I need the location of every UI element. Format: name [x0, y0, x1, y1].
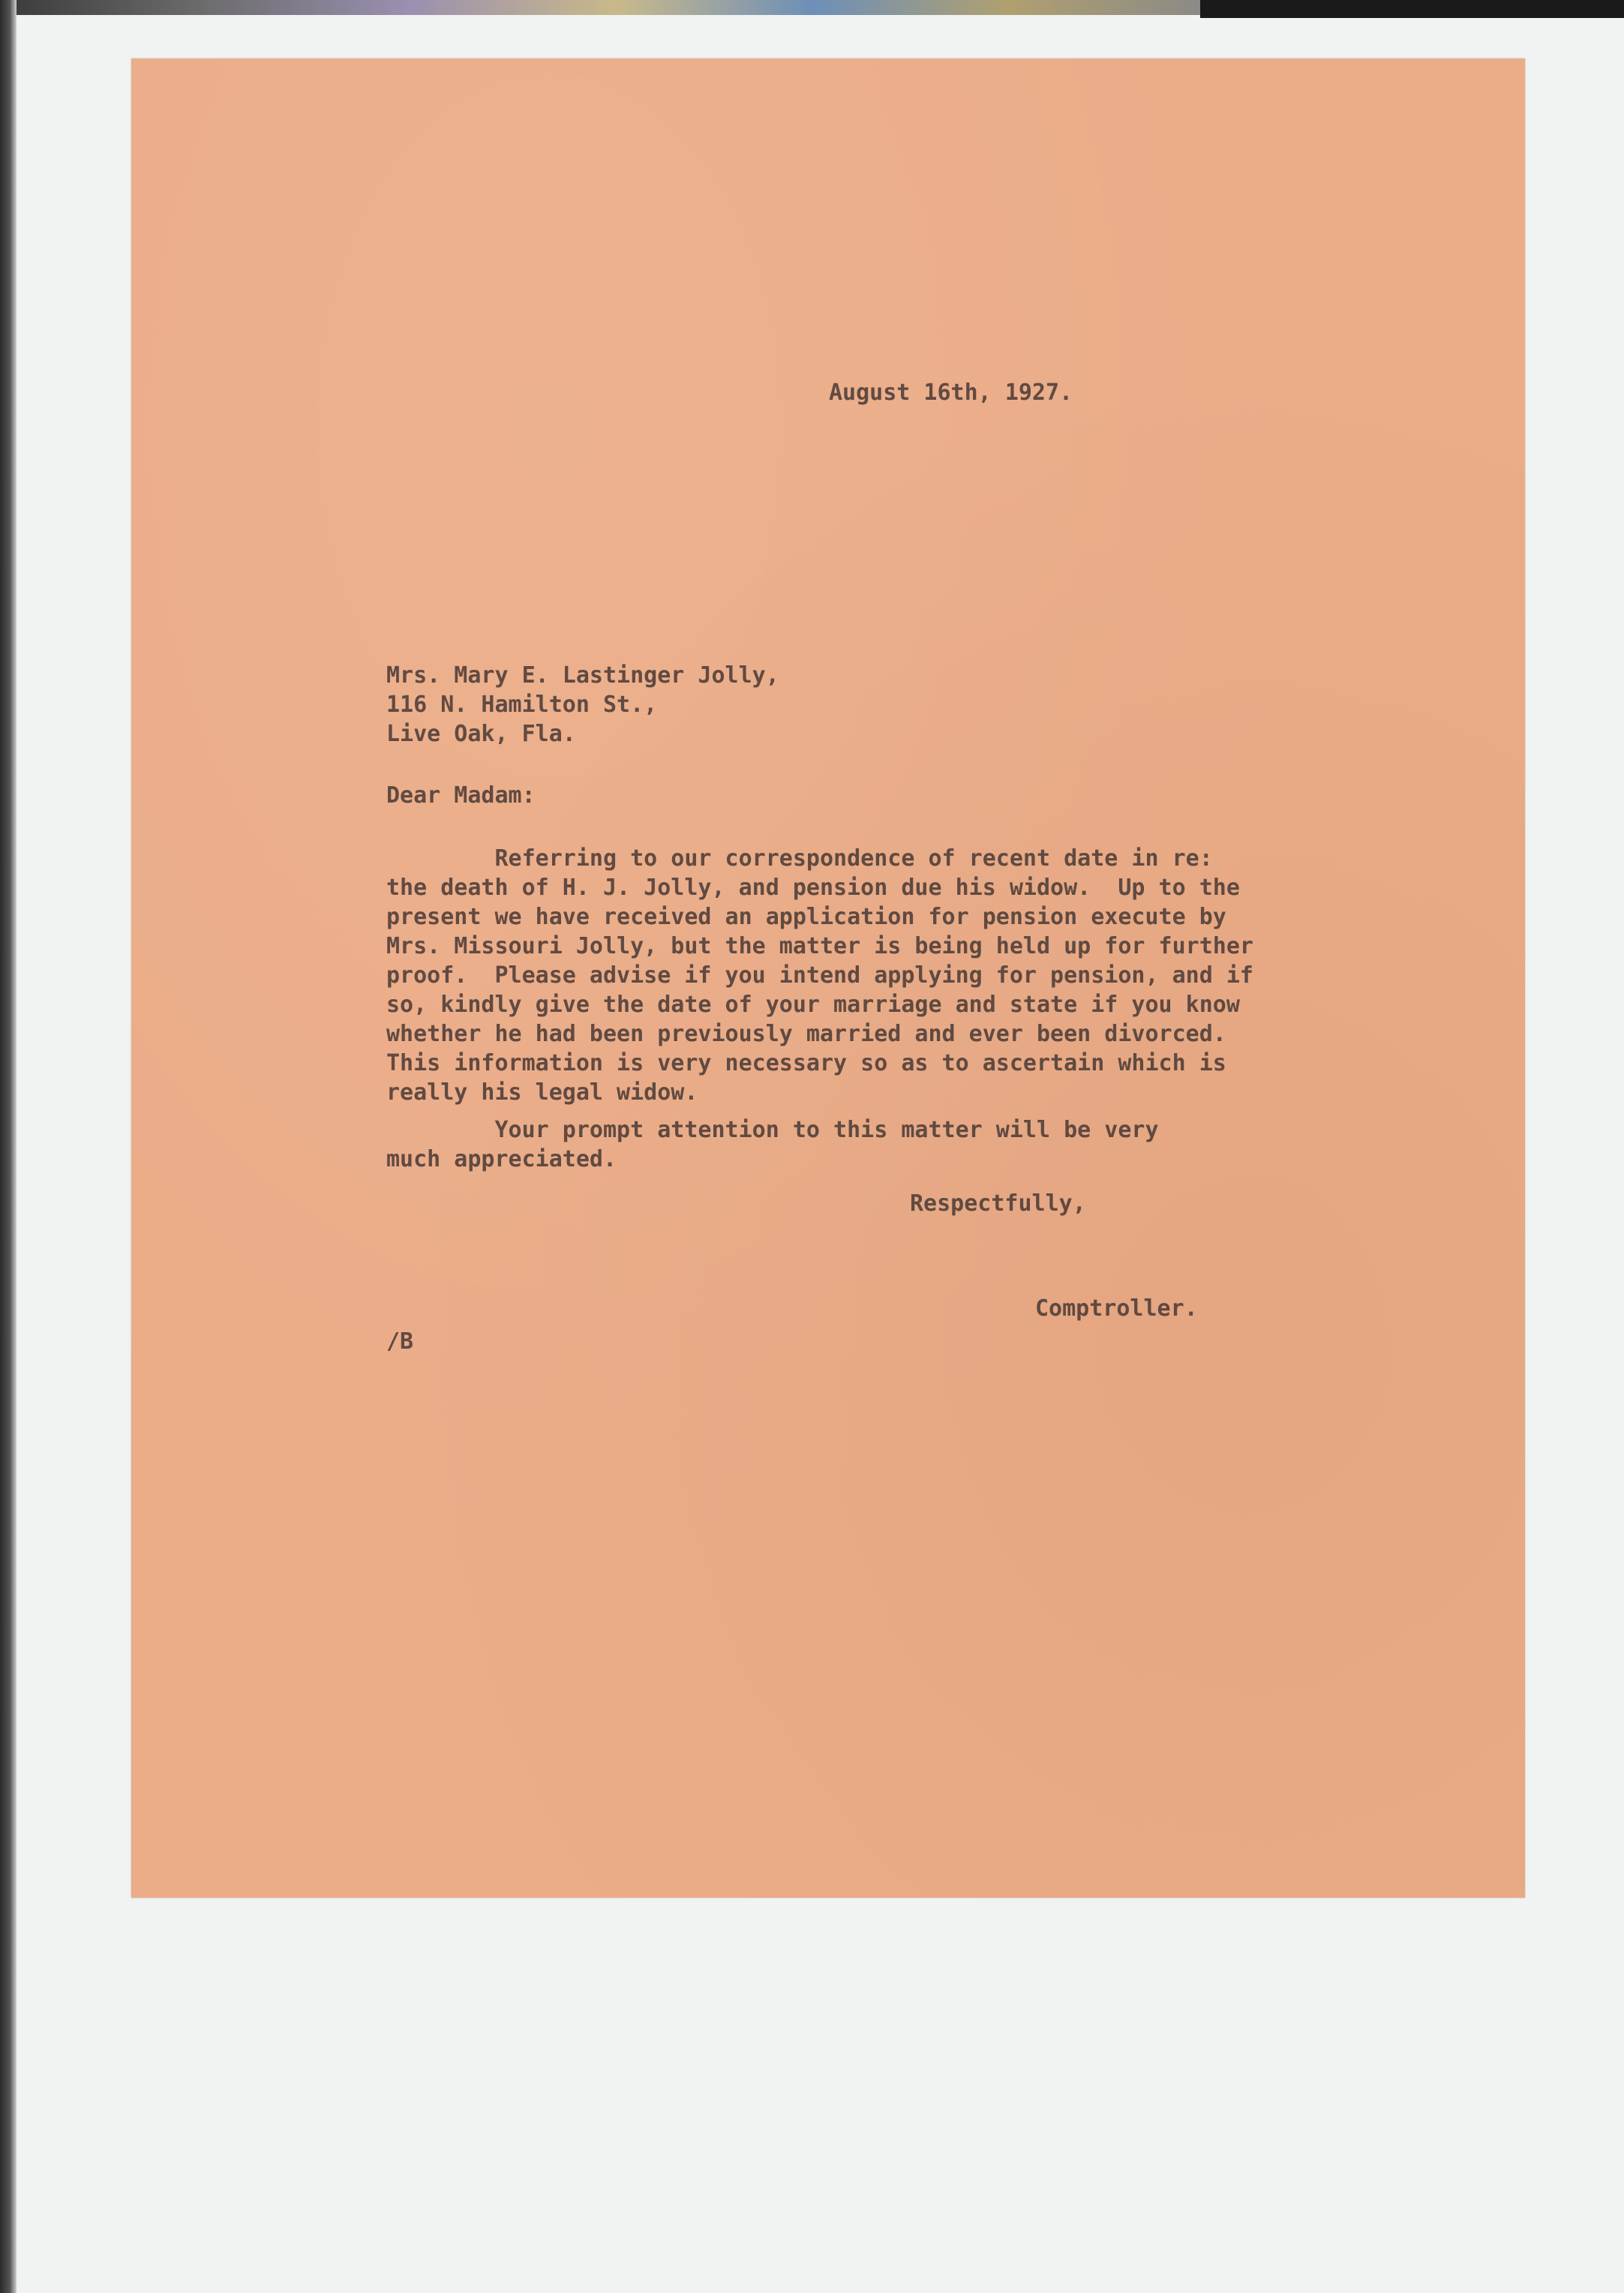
paragraph1-line: the death of H. J. Jolly, and pension due his widow. Up to the — [386, 875, 1240, 901]
recipient-street: 116 N. Hamilton St., — [386, 692, 658, 718]
recipient-name: Mrs. Mary E. Lastinger Jolly, — [386, 662, 779, 689]
scanner-top-edge-dark — [1200, 0, 1624, 18]
letter-page — [131, 59, 1525, 1898]
paragraph1-line: really his legal widow. — [386, 1079, 698, 1106]
paragraph1-line: Referring to our correspondence of recent date in re: — [386, 845, 1213, 872]
paragraph1-line: present we have received an application for pension execute by — [386, 904, 1226, 930]
paragraph1-line: Mrs. Missouri Jolly, but the matter is being held up for further — [386, 933, 1253, 959]
paragraph1-line: so, kindly give the date of your marriage and state if you know — [386, 992, 1240, 1018]
paragraph2-line: Your prompt attention to this matter will be very — [386, 1117, 1159, 1143]
recipient-city: Live Oak, Fla. — [386, 721, 576, 747]
closing: Respectfully, — [910, 1190, 1086, 1217]
scanner-left-edge — [0, 0, 17, 2293]
signature-title: Comptroller. — [1035, 1295, 1198, 1322]
paragraph1-line: whether he had been previously married and ever been divorced. — [386, 1021, 1226, 1047]
paragraph1-line: This information is very necessary so as to ascertain which is — [386, 1050, 1226, 1076]
letter-date: August 16th, 1927. — [829, 380, 1073, 406]
paragraph2-line: much appreciated. — [386, 1146, 617, 1172]
typist-initials: /B — [386, 1328, 414, 1355]
paragraph1-line: proof. Please advise if you intend applying for pension, and if — [386, 962, 1253, 989]
salutation: Dear Madam: — [386, 782, 536, 809]
